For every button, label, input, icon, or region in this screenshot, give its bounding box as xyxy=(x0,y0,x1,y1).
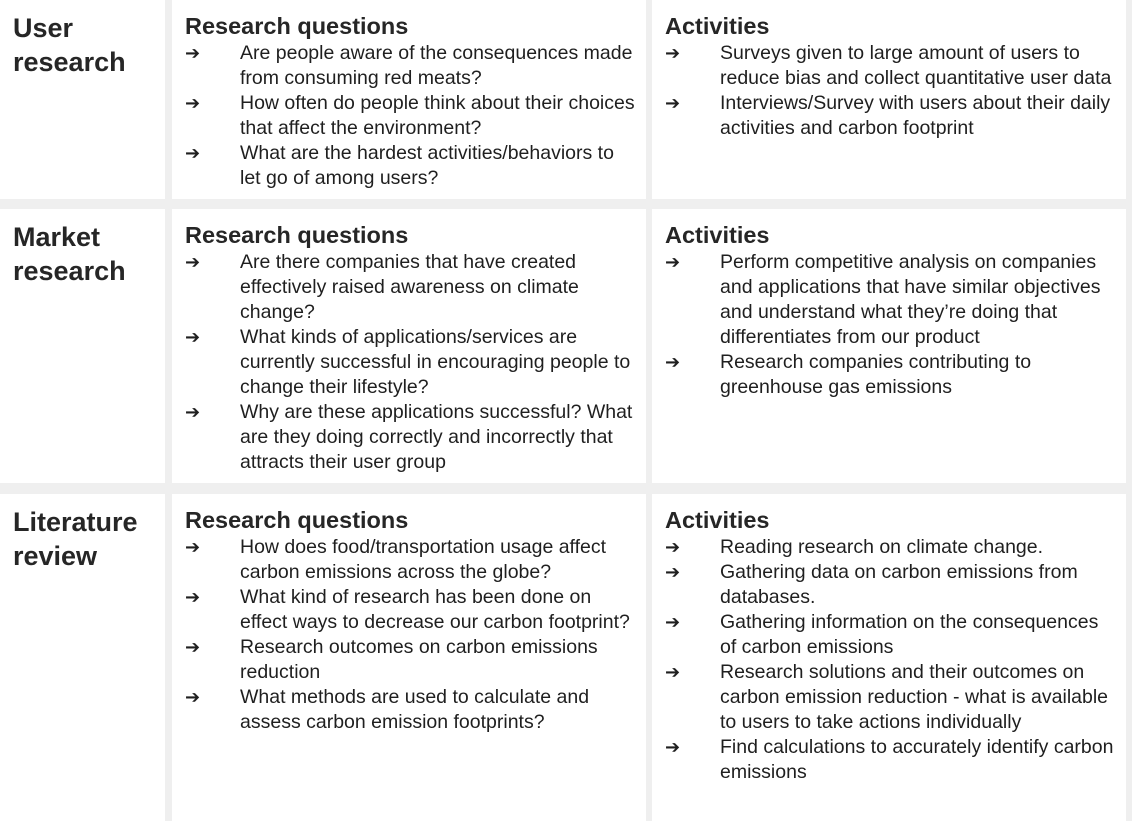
arrow-right-icon: ➔ xyxy=(185,143,201,164)
list-item xyxy=(172,400,646,475)
arrow-right-icon: ➔ xyxy=(185,327,201,348)
list-item-text: What kinds of applications/services are currently successful in encouraging people to change their lifestyle? xyxy=(240,326,631,398)
activities-cell xyxy=(652,0,1126,199)
table-row-user-research xyxy=(0,0,1132,199)
list-item xyxy=(172,141,646,191)
row-label-line: research xyxy=(13,256,126,286)
list-item xyxy=(172,635,646,685)
activities-list xyxy=(652,535,1126,785)
row-label xyxy=(13,11,126,79)
list-item xyxy=(652,735,1126,785)
list-item xyxy=(652,350,1126,400)
list-item xyxy=(172,685,646,735)
arrow-right-icon: ➔ xyxy=(185,637,201,658)
list-item-text: Gathering information on the consequences of carbon emissions xyxy=(720,611,1099,658)
arrow-right-icon: ➔ xyxy=(185,93,201,114)
list-item-text: Are there companies that have created effectively raised awareness on climate change? xyxy=(240,251,579,323)
arrow-right-icon: ➔ xyxy=(665,43,681,64)
arrow-right-icon: ➔ xyxy=(665,252,681,273)
arrow-right-icon: ➔ xyxy=(185,252,201,273)
list-item xyxy=(652,250,1126,350)
table-row-literature-review xyxy=(0,494,1132,821)
list-item-text: What are the hardest activities/behaviors to let go of among users? xyxy=(240,142,614,189)
list-item-text: Surveys given to large amount of users to reduce bias and collect quantitative user data xyxy=(720,42,1112,89)
activities-cell xyxy=(652,494,1126,821)
list-item-text: How often do people think about their choices that affect the environment? xyxy=(240,92,635,139)
list-item xyxy=(172,41,646,91)
activities-title: Activities xyxy=(665,222,770,248)
activities-list xyxy=(652,250,1126,400)
list-item-text: Research outcomes on carbon emissions reduction xyxy=(240,636,598,683)
arrow-right-icon: ➔ xyxy=(665,562,681,583)
arrow-right-icon: ➔ xyxy=(665,612,681,633)
row-label-cell xyxy=(0,494,165,821)
list-item xyxy=(172,250,646,325)
activities-cell xyxy=(652,209,1126,483)
list-item-text: Interviews/Survey with users about their daily activities and carbon footprint xyxy=(720,92,1111,139)
research-questions-list xyxy=(172,535,646,735)
arrow-right-icon: ➔ xyxy=(665,662,681,683)
arrow-right-icon: ➔ xyxy=(665,93,681,114)
list-item-text: Perform competitive analysis on companies and applications that have similar objectives and understand what they’re doing that differentiates from our product xyxy=(720,251,1101,348)
research-questions-list xyxy=(172,41,646,191)
list-item xyxy=(652,610,1126,660)
list-item-text: How does food/transportation usage affect carbon emissions across the globe? xyxy=(240,536,607,583)
row-label xyxy=(13,220,126,288)
row-label-line: User xyxy=(13,13,74,43)
arrow-right-icon: ➔ xyxy=(185,687,201,708)
list-item xyxy=(172,91,646,141)
research-questions-title: Research questions xyxy=(185,222,409,248)
row-label-cell xyxy=(0,209,165,483)
activities-list xyxy=(652,41,1126,141)
list-item xyxy=(172,585,646,635)
row-label xyxy=(13,505,138,573)
research-questions-title: Research questions xyxy=(185,13,409,39)
row-label-cell xyxy=(0,0,165,199)
list-item-text: Gathering data on carbon emissions from databases. xyxy=(720,561,1078,608)
table-row-market-research xyxy=(0,209,1132,483)
list-item-text: Reading research on climate change. xyxy=(720,536,1044,558)
list-item-text: What kind of research has been done on effect ways to decrease our carbon footprint? xyxy=(240,586,630,633)
research-questions-cell xyxy=(172,209,646,483)
activities-title: Activities xyxy=(665,507,770,533)
row-label-line: Market xyxy=(13,222,101,252)
research-questions-list xyxy=(172,250,646,475)
list-item xyxy=(172,325,646,400)
list-item-text: Research companies contributing to greenhouse gas emissions xyxy=(720,351,1032,398)
arrow-right-icon: ➔ xyxy=(665,537,681,558)
list-item xyxy=(652,91,1126,141)
arrow-right-icon: ➔ xyxy=(185,537,201,558)
list-item-text: Are people aware of the consequences made from consuming red meats? xyxy=(240,42,633,89)
row-label-line: Literature xyxy=(13,507,138,537)
research-questions-cell xyxy=(172,0,646,199)
arrow-right-icon: ➔ xyxy=(185,43,201,64)
list-item-text: Find calculations to accurately identify carbon emissions xyxy=(720,736,1114,783)
row-label-line: research xyxy=(13,47,126,77)
research-questions-cell xyxy=(172,494,646,821)
activities-title: Activities xyxy=(665,13,770,39)
list-item xyxy=(652,535,1126,560)
arrow-right-icon: ➔ xyxy=(665,737,681,758)
list-item xyxy=(652,41,1126,91)
list-item xyxy=(172,535,646,585)
arrow-right-icon: ➔ xyxy=(185,587,201,608)
list-item xyxy=(652,560,1126,610)
arrow-right-icon: ➔ xyxy=(665,352,681,373)
list-item xyxy=(652,660,1126,735)
list-item-text: Research solutions and their outcomes on carbon emission reduction - what is available to users to take actions individually xyxy=(720,661,1109,733)
row-label-line: review xyxy=(13,541,98,571)
list-item-text: What methods are used to calculate and assess carbon emission footprints? xyxy=(240,686,590,733)
research-questions-title: Research questions xyxy=(185,507,409,533)
list-item-text: Why are these applications successful? What are they doing correctly and incorrectly that attracts their user group xyxy=(240,401,633,473)
arrow-right-icon: ➔ xyxy=(185,402,201,423)
